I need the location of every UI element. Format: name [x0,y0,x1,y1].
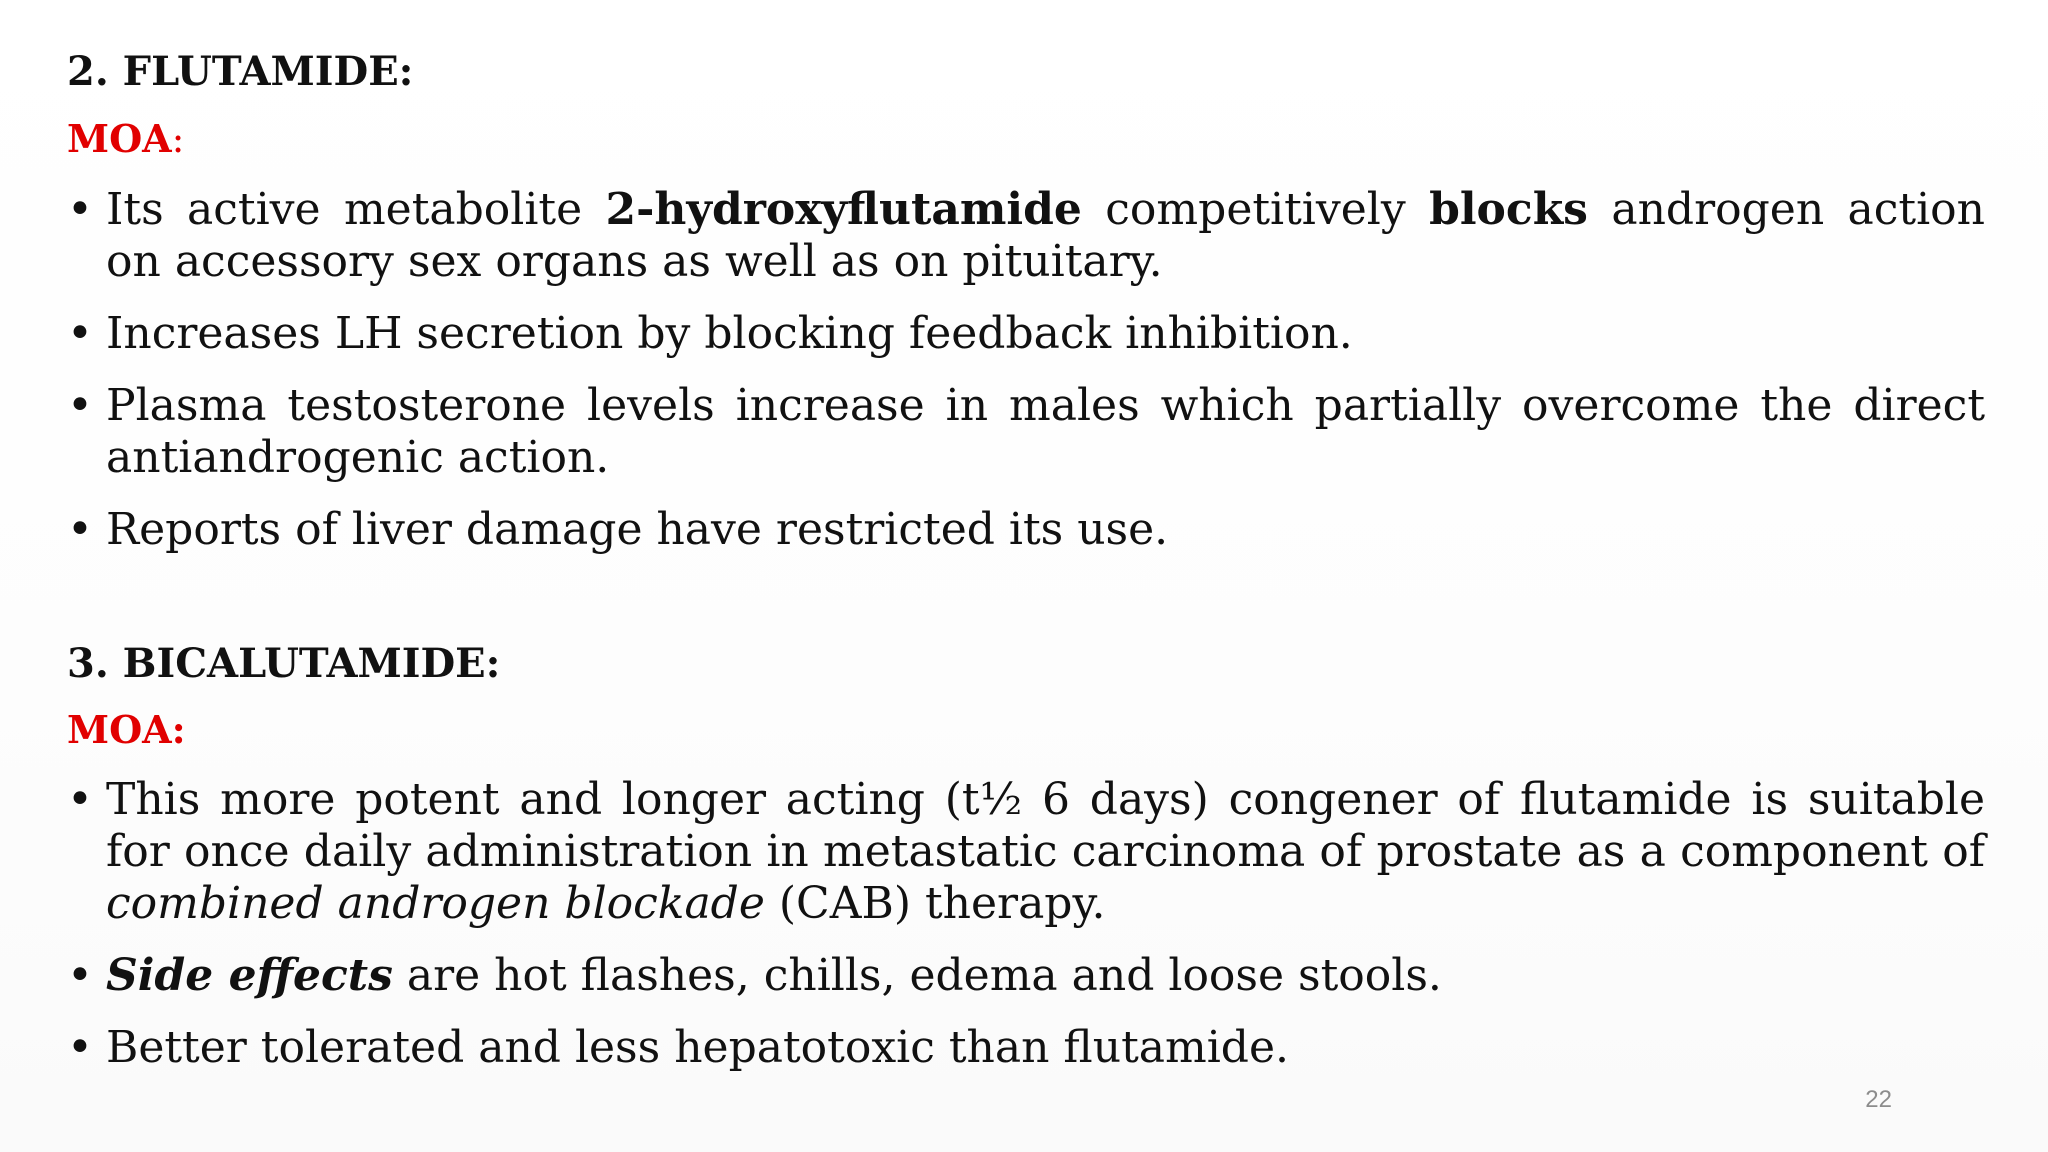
moa-colon: : [171,117,185,161]
list-item [67,504,1985,556]
bullet-dot-icon: • [67,950,93,1001]
bullet-text: Its active metabolite [106,184,606,235]
bullet-text: Better tolerated and less hepatotoxic than flutamide. [106,1022,1289,1073]
list-item [67,184,1985,288]
bullet-bold-drug: 2-hydroxyflutamide [605,184,1082,235]
bullet-text: competitively [1081,184,1430,235]
bullet-dot-icon: • [67,1022,93,1073]
bullet-dot-icon: • [67,380,93,431]
bullet-text: Plasma testosterone levels increase in males which partially overcome the direct antiandrogenic action. [106,380,1985,483]
list-item [67,380,1985,484]
bullet-text: are hot flashes, chills, edema and loose stools. [392,950,1442,1001]
moa-label-text: MOA [67,116,172,161]
bullet-bold-italic-term: Side effects [106,950,393,1001]
section-title-flutamide: 2. FLUTAMIDE: [67,48,414,95]
bullet-text: Increases LH secretion by blocking feedback inhibition. [106,308,1353,359]
moa-label-flutamide [67,116,184,161]
bullet-bold-action: blocks [1429,184,1588,235]
bullet-text: androgen action on accessory sex organs as well as on pituitary. [106,184,1986,287]
page-number: 22 [1865,1086,1892,1113]
bullet-dot-icon: • [67,504,93,555]
bullet-text: Reports of liver damage have restricted its use. [106,504,1169,555]
list-item [67,308,1985,360]
bicalutamide-bullet-list [67,774,1985,1074]
bullet-dot-icon: • [67,184,93,235]
bullet-italic-term: combined androgen blockade [106,878,765,929]
list-item [67,774,1985,930]
list-item [67,950,1985,1002]
bullet-text: This more potent and longer acting (t½ 6 days) congener of flutamide is suitable for once daily administration in metastatic carcinoma of prostate as a component of [106,774,1985,877]
moa-label-bicalutamide: MOA: [67,707,186,752]
section-title-bicalutamide: 3. BICALUTAMIDE: [67,640,501,687]
bullet-dot-icon: • [67,308,93,359]
flutamide-bullet-list [67,184,1985,556]
bullet-dot-icon: • [67,774,93,825]
list-item [67,1022,1985,1074]
bullet-text: (CAB) therapy. [764,878,1106,929]
